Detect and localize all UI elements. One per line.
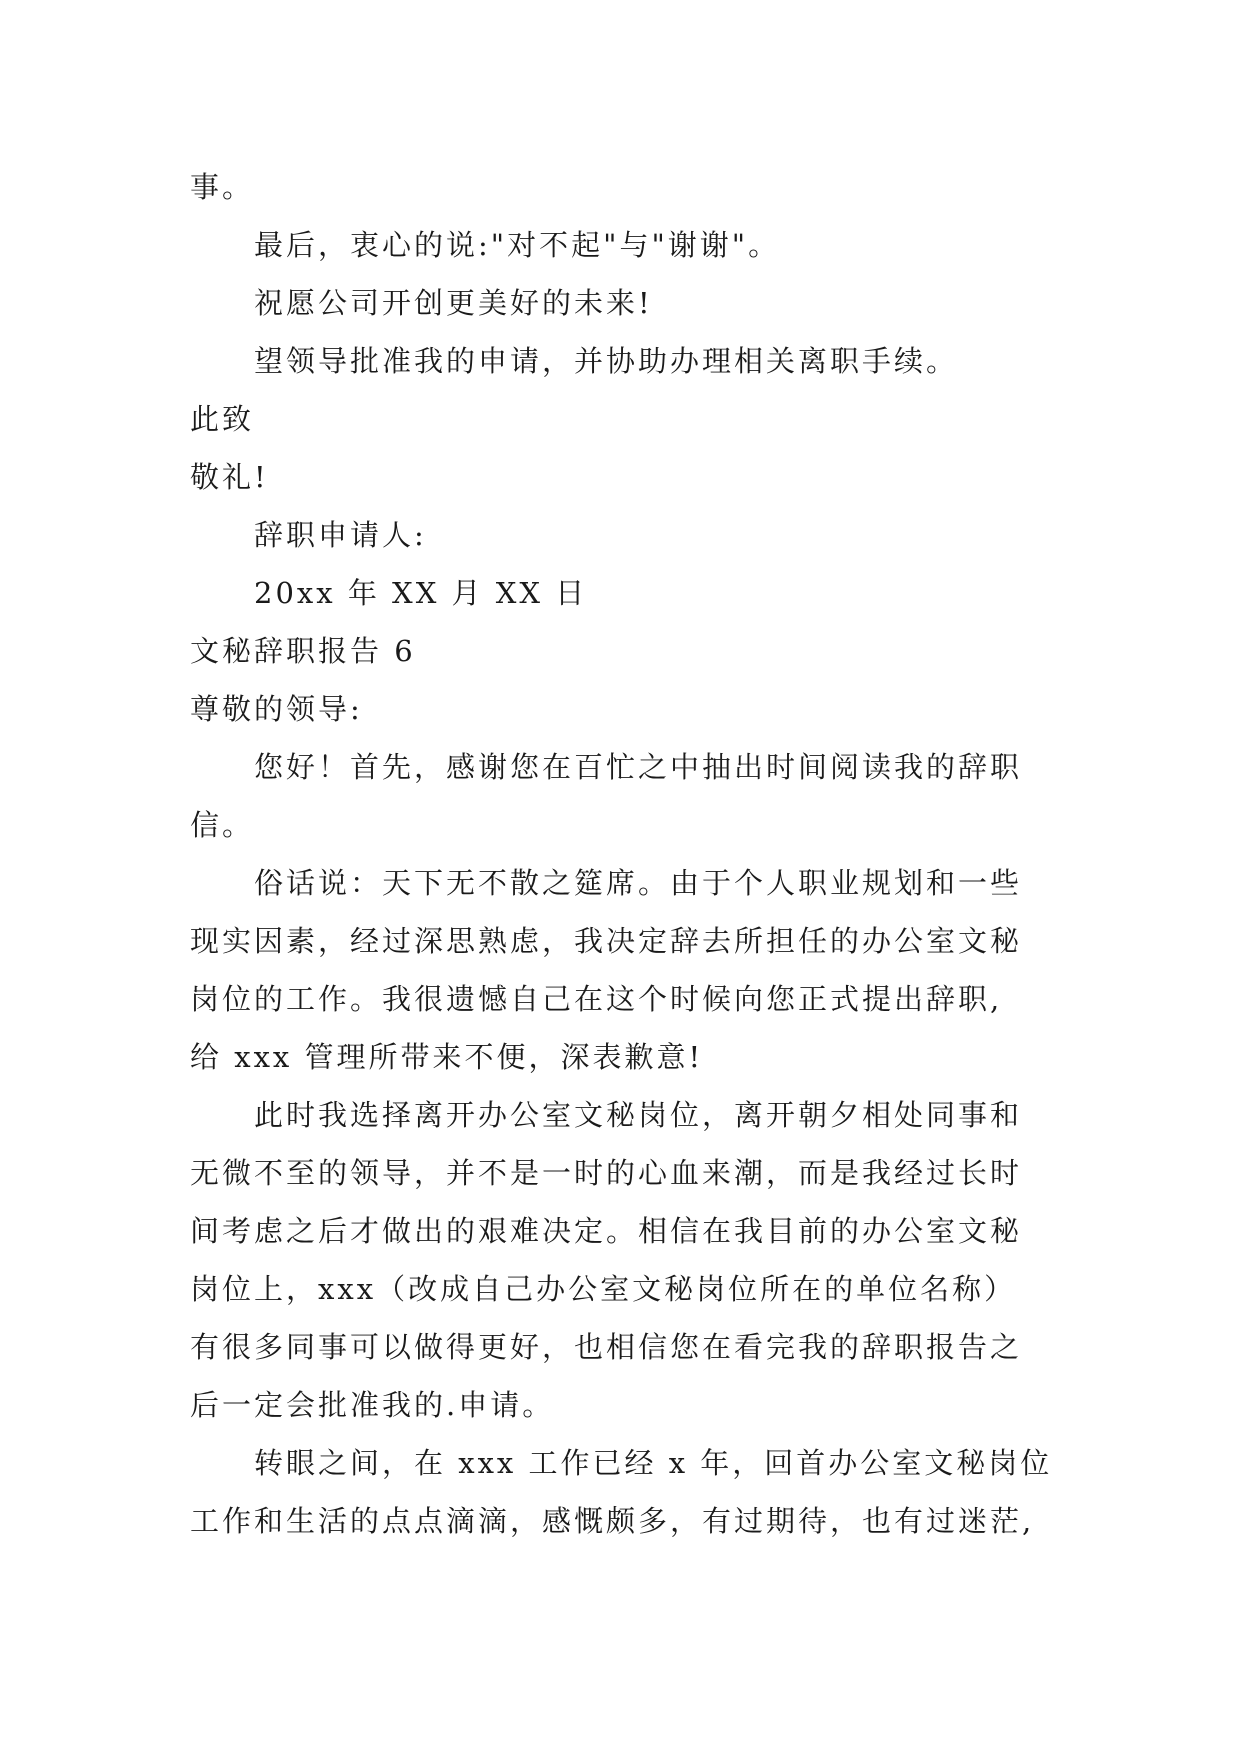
text-line: 祝愿公司开创更美好的未来! [254, 286, 653, 320]
document-body [190, 158, 1055, 1550]
text-line: 俗话说：天下无不散之筵席。由于个人职业规划和一些 [254, 866, 1023, 900]
section-title: 文秘辞职报告 6 [190, 634, 416, 668]
text-line: 岗位的工作。我很遗憾自己在这个时候向您正式提出辞职, [190, 982, 1003, 1016]
text-line: 现实因素，经过深思熟虑，我决定辞去所担任的办公室文秘 [190, 924, 1023, 958]
text-line: 给 xxx 管理所带来不便，深表歉意! [190, 1040, 704, 1074]
closing-regards: 敬礼! [190, 460, 269, 494]
text-line: 事。 [190, 170, 255, 204]
text-line: 此时我选择离开办公室文秘岗位，离开朝夕相处同事和 [254, 1098, 1023, 1132]
text-line: 无微不至的领导，并不是一时的心血来潮，而是我经过长时 [190, 1156, 1023, 1190]
signature-label: 辞职申请人: [254, 518, 427, 552]
letter-greeting: 尊敬的领导: [190, 692, 363, 726]
date-line: 20xx 年 XX 月 XX 日 [254, 576, 588, 610]
text-line: 望领导批准我的申请，并协助办理相关离职手续。 [254, 344, 959, 378]
text-line: 信。 [190, 808, 255, 842]
text-line: 转眼之间，在 xxx 工作已经 x 年，回首办公室文秘岗位 [254, 1446, 1053, 1480]
text-line: 工作和生活的点点滴滴，感慨颇多，有过期待，也有过迷茫, [190, 1504, 1035, 1538]
text-line: 您好！首先，感谢您在百忙之中抽出时间阅读我的辞职 [254, 750, 1023, 784]
closing-salutation: 此致 [190, 402, 255, 436]
text-line: 后一定会批准我的.申请。 [190, 1388, 555, 1422]
text-line: 最后，衷心的说:"对不起"与"谢谢"。 [254, 228, 781, 262]
text-line: 间考虑之后才做出的艰难决定。相信在我目前的办公室文秘 [190, 1214, 1023, 1248]
text-line: 有很多同事可以做得更好，也相信您在看完我的辞职报告之 [190, 1330, 1023, 1364]
text-line: 岗位上，xxx（改成自己办公室文秘岗位所在的单位名称） [190, 1272, 1017, 1306]
